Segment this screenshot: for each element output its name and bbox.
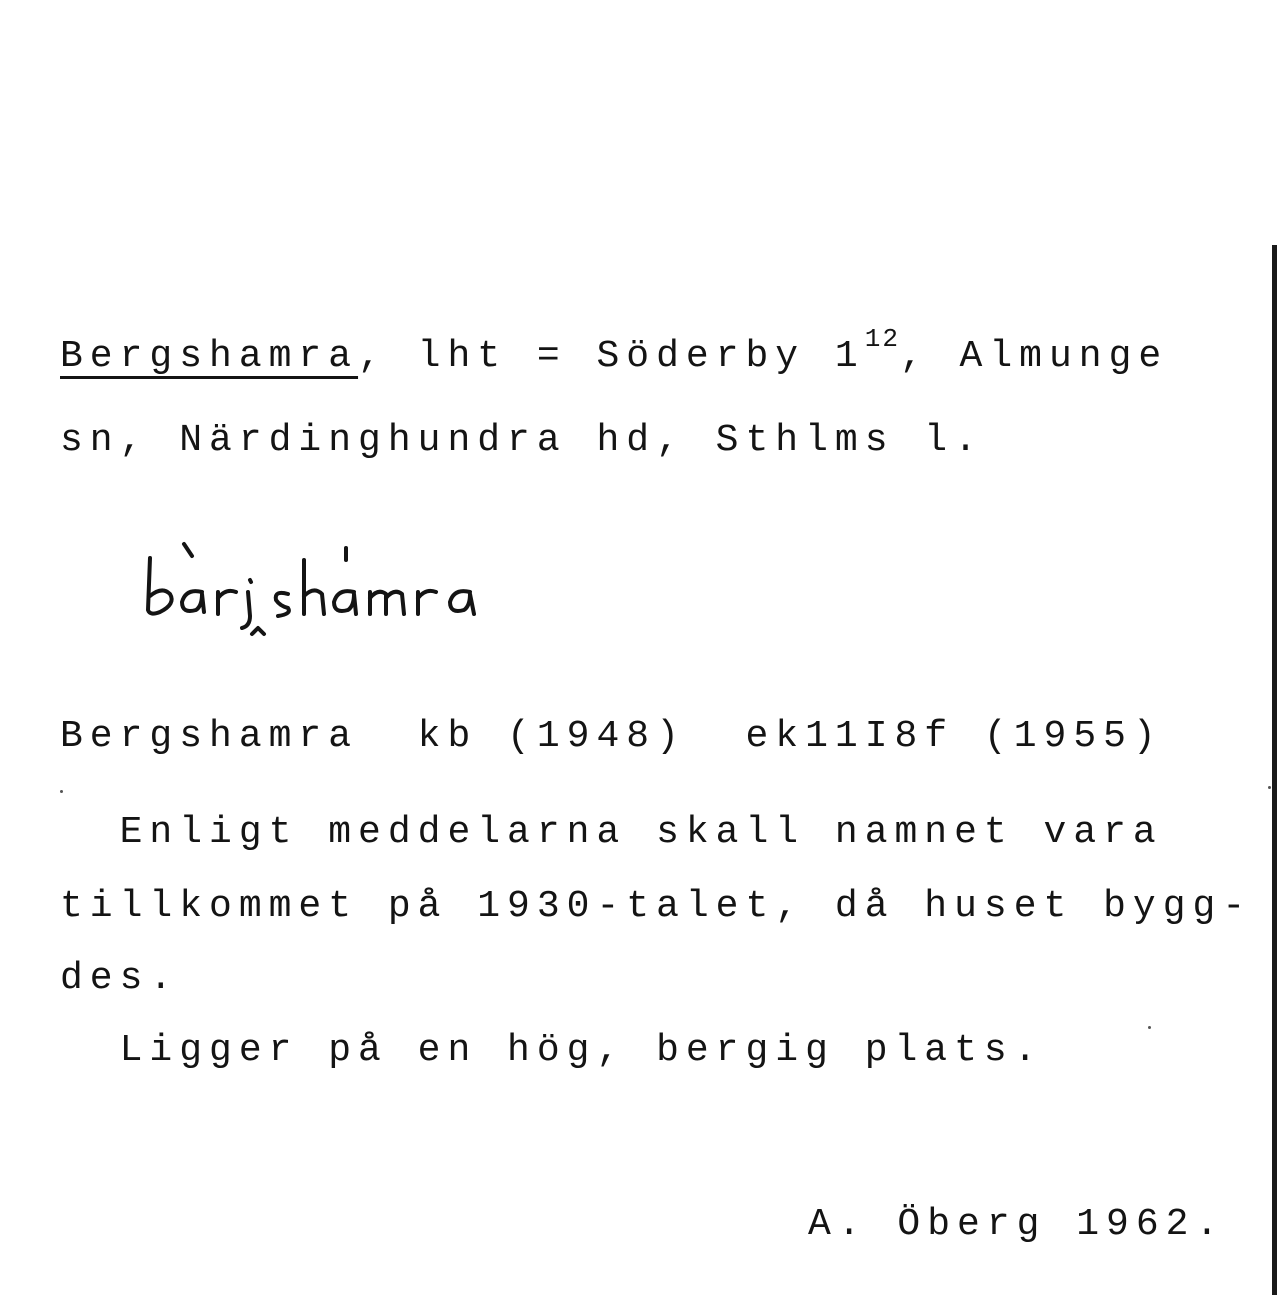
- note-line-2: tillkommet på 1930-talet, då huset bygg-: [60, 885, 1253, 928]
- note-line-4: Ligger på en hög, bergig plats.: [60, 1029, 1044, 1072]
- header-reference-tail: , Almunge: [899, 335, 1169, 378]
- signature: A. Öberg 1962.: [808, 1203, 1226, 1246]
- scan-speck: [60, 790, 63, 793]
- note-line-3: des.: [60, 957, 180, 1000]
- headword: Bergshamra: [60, 335, 359, 378]
- handwritten-pronunciation: [140, 530, 520, 640]
- header-superscript: 12: [864, 324, 900, 354]
- note-line-1: Enligt meddelarna skall namnet vara: [60, 811, 1163, 854]
- header-line-2: sn, Närdinghundra hd, Sthlms l.: [60, 419, 984, 462]
- sources-line: Bergshamra kb (1948) ek11I8f (1955): [60, 715, 1163, 758]
- card-edge: [1272, 245, 1277, 1295]
- scan-speck: [1268, 786, 1271, 789]
- header-line-1: [60, 326, 1168, 376]
- header-reference: , lht = Söderby 1: [358, 335, 865, 378]
- scan-speck: [1148, 1026, 1151, 1029]
